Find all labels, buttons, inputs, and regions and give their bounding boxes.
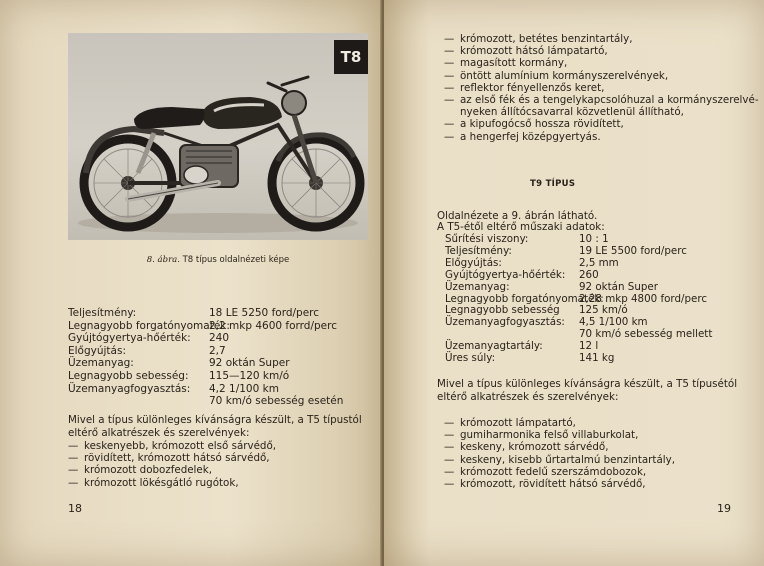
- t8-parts-list: [68, 440, 276, 489]
- list-item: [444, 466, 675, 478]
- page-number-left: 18: [68, 502, 82, 515]
- list-item: [444, 454, 675, 466]
- list-item: [68, 477, 276, 489]
- spec-label: Előgyújtás:: [68, 344, 126, 357]
- spec-label: Üzemanyag:: [445, 280, 510, 293]
- item-text: krómozott lökésgátló rugótok,: [84, 476, 239, 489]
- spec-row: [437, 258, 712, 270]
- t8-parts-list-continued: [444, 33, 759, 143]
- dash: —: [444, 465, 455, 478]
- list-item: [444, 118, 759, 130]
- caption-text: T8 típus oldalnézeti képe: [179, 255, 290, 265]
- spec-value: 92 oktán Super: [209, 357, 290, 370]
- list-item: [444, 94, 759, 118]
- list-item: [444, 131, 759, 143]
- item-text: a kipufogócső hossza rövidített,: [460, 118, 624, 131]
- dash: —: [444, 130, 455, 143]
- spec-label: Üzemanyagtartály:: [445, 340, 543, 353]
- list-item: [68, 464, 276, 476]
- spec-value: 10 : 1: [579, 233, 609, 245]
- spec-value: 125 km/ó: [579, 304, 628, 317]
- spec-label: Üzemanyagfogyasztás:: [445, 316, 565, 329]
- item-text: krómozott, rövidített hátsó sárvédő,: [460, 478, 646, 491]
- item-text-continued: nyeken állítócsavarral közvetlenül állítható,: [460, 106, 684, 119]
- spec-label: Sűrítési viszony:: [445, 233, 529, 245]
- dash: —: [444, 478, 455, 491]
- dash: —: [444, 33, 455, 45]
- dash: —: [68, 452, 79, 465]
- spec-row: [68, 383, 343, 396]
- spec-label: Előgyújtás:: [445, 256, 502, 269]
- t8-intro-paragraph: Mivel a típus különleges kívánságra készült, a T5 típustól eltérő alkatrészek és szerelvények:: [68, 414, 362, 439]
- figure-caption: [68, 255, 368, 265]
- spec-row: [68, 307, 343, 320]
- spec-value: 70 km/ó sebesség esetén: [209, 395, 344, 408]
- item-text: a hengerfej középgyertyás.: [460, 130, 601, 143]
- spec-label: Gyújtógyertya-hőérték:: [445, 268, 566, 281]
- dash: —: [68, 464, 79, 477]
- spec-value: 2,7: [209, 344, 226, 357]
- item-text: az első fék és a tengelykapcsolóhuzal a kormányszerelvé-: [460, 94, 759, 107]
- spec-row: [68, 345, 343, 358]
- dash: —: [444, 429, 455, 442]
- item-text: krómozott lámpatartó,: [460, 417, 576, 429]
- list-item: [444, 57, 759, 69]
- spec-row: [68, 370, 343, 383]
- spec-label: [68, 395, 209, 408]
- spec-value: 18 LE 5250 ford/perc: [209, 307, 320, 319]
- page-number-right: 19: [717, 502, 731, 515]
- spec-value: 70 km/ó sebesség mellett: [579, 328, 713, 341]
- dash: —: [444, 81, 455, 94]
- spec-row: [68, 320, 343, 333]
- item-text: rövidített, krómozott hátsó sárvédő,: [84, 452, 270, 465]
- spec-label: Legnagyobb forgatónyomaték:: [68, 319, 230, 332]
- spec-row: [68, 357, 343, 370]
- spec-value: 92 oktán Super: [579, 280, 658, 293]
- t9-parts-list: [444, 417, 675, 490]
- spec-value: 141 kg: [579, 352, 615, 365]
- motorcycle-photo: [68, 33, 368, 240]
- list-item: [444, 478, 675, 490]
- spec-value: 240: [209, 332, 230, 345]
- item-text: magasított kormány,: [460, 57, 568, 70]
- item-text: krómozott, betétes benzintartály,: [460, 33, 633, 45]
- dash: —: [444, 417, 455, 429]
- item-text: keskeny, krómozott sárvédő,: [460, 441, 609, 454]
- spec-label: Legnagyobb sebesség: [445, 304, 560, 317]
- item-text: gumiharmonika felső villaburkolat,: [460, 429, 639, 442]
- list-item: [444, 417, 675, 429]
- list-item: [444, 441, 675, 453]
- spec-label: Legnagyobb forgatónyomaték:: [445, 292, 604, 305]
- t9-specs: [437, 234, 712, 365]
- spec-value: 4,5 1/100 km: [579, 316, 648, 329]
- dash: —: [68, 440, 79, 452]
- spec-value: 260: [579, 268, 599, 281]
- list-item: [68, 440, 276, 452]
- list-item: [444, 33, 759, 45]
- dash: —: [444, 441, 455, 454]
- item-text: krómozott dobozfedelek,: [84, 464, 212, 477]
- item-text: reflektor fényellenzős keret,: [460, 81, 605, 94]
- spec-label: Üres súly:: [445, 352, 496, 365]
- spec-value: 19 LE 5500 ford/perc: [579, 244, 687, 257]
- dash: —: [444, 453, 455, 466]
- t8-specs: [68, 307, 343, 408]
- dash: —: [444, 118, 455, 131]
- spec-value: 2,28 mkp 4800 ford/perc: [579, 292, 708, 305]
- motorcycle-illustration: [68, 33, 368, 240]
- spec-value: 115—120 km/ó: [209, 369, 290, 382]
- list-item: [444, 45, 759, 57]
- dash: —: [444, 57, 455, 70]
- list-item: [444, 429, 675, 441]
- spec-row: [437, 282, 712, 294]
- list-item: [68, 452, 276, 464]
- spec-value: 12 l: [579, 340, 599, 353]
- spec-value: 2,5 mm: [579, 256, 619, 269]
- dash: —: [444, 45, 455, 58]
- dash: —: [444, 94, 455, 107]
- caption-number: 8. ábra.: [146, 255, 180, 265]
- model-badge: T8: [334, 40, 368, 74]
- spec-label: Teljesítmény:: [68, 307, 137, 319]
- t9-intro-2: A T5-étől eltérő műszaki adatok:: [437, 221, 605, 233]
- dash: —: [68, 476, 79, 489]
- section-heading: T9 TÍPUS: [530, 179, 576, 189]
- spec-label: Üzemanyag:: [68, 357, 134, 370]
- spec-row: [437, 270, 712, 282]
- spec-row: [437, 353, 712, 365]
- spec-value: 4,2 1/100 km: [209, 382, 279, 395]
- spec-label: Gyújtógyertya-hőérték:: [68, 332, 191, 345]
- list-item: [444, 70, 759, 82]
- spec-value: 2,2 mkp 4600 forrd/perc: [209, 319, 337, 332]
- item-text: krómozott fedelű szerszámdobozok,: [460, 465, 647, 478]
- t9-parts-paragraph: Mivel a típus különleges kívánságra készült, a T5 típusétól eltérő alkatrészek és szerelvények:: [437, 378, 738, 403]
- item-text: öntött alumínium kormányszerelvények,: [460, 69, 669, 82]
- spec-row: [68, 332, 343, 345]
- spec-label: Üzemanyagfogyasztás:: [68, 382, 191, 395]
- t9-intro-1: Oldalnézete a 9. ábrán látható.: [437, 210, 598, 222]
- spec-row: [68, 395, 343, 408]
- dash: —: [444, 69, 455, 82]
- spec-label: Legnagyobb sebesség:: [68, 369, 189, 382]
- spec-label: Teljesítmény:: [445, 244, 512, 257]
- item-text: keskeny, kisebb űrtartalmú benzintartály,: [460, 453, 675, 466]
- item-text: keskenyebb, krómozott első sárvédő,: [84, 440, 277, 452]
- list-item: [444, 82, 759, 94]
- item-text: krómozott hátsó lámpatartó,: [460, 45, 608, 58]
